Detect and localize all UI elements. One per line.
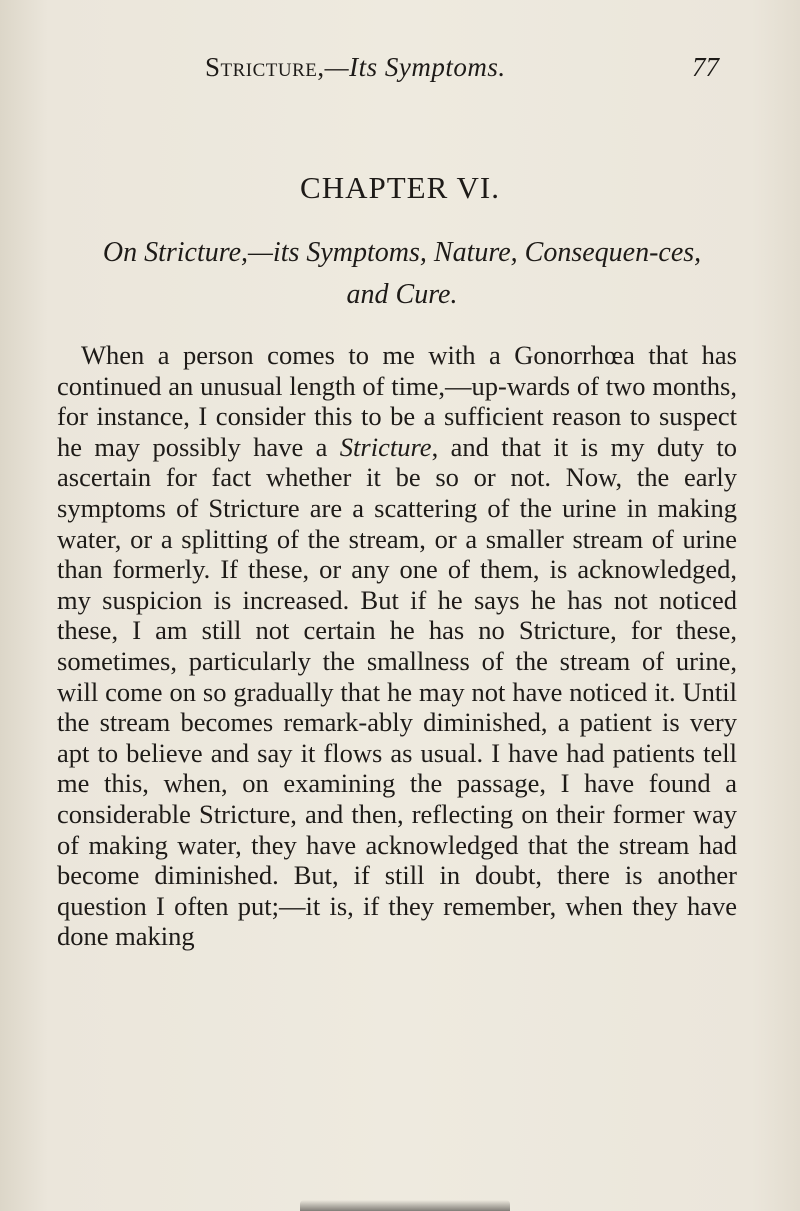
chapter-subtitle: On Stricture,—its Symptoms, Nature, Consequen-ces, and Cure. bbox=[102, 237, 702, 310]
body-paragraph bbox=[57, 340, 737, 952]
body-text-part1: When a person comes to me with a Gonorrhœa that has continued an unusual length of time,—up-wards of two months, for instance, I consider this to be a sufficient reason to suspect he may possibly have a bbox=[57, 340, 737, 462]
running-head bbox=[0, 52, 800, 92]
page-bottom-shadow bbox=[300, 1200, 510, 1211]
body-text-emphasis: Stricture bbox=[339, 431, 432, 462]
running-head-title bbox=[205, 52, 506, 83]
chapter-heading: CHAPTER VI. bbox=[300, 170, 500, 205]
body-text-part2: , and that it is my duty to ascertain for fact whether it be so or not. Now, the early symptoms of Stricture are a scattering of the urine in making water, or a splitting of the stream, or a smaller stream of urine than formerly. If these, or any one of them, is acknowledged, my suspicion is increased. But if he says he has not noticed these, I am still not certain he has no Stricture, for these, sometimes, particularly the smallness of the stream of urine, will come on so gradually that he may not have noticed it. Until the stream becomes remark-ably diminished, a patient is very apt to believe and say it flows as usual. I have had patients tell me this, when, on examining the passage, I have found a considerable Stricture, and then, reflecting on their former way of making water, they have acknowledged that the stream had become diminished. But, if still in doubt, there is another question I often put;—it is, if they remember, when they have done making bbox=[57, 431, 737, 952]
running-head-small-caps: Stricture, bbox=[205, 52, 325, 82]
running-head-italic: —Its Symptoms. bbox=[324, 52, 506, 82]
page-number: 77 bbox=[692, 52, 719, 82]
